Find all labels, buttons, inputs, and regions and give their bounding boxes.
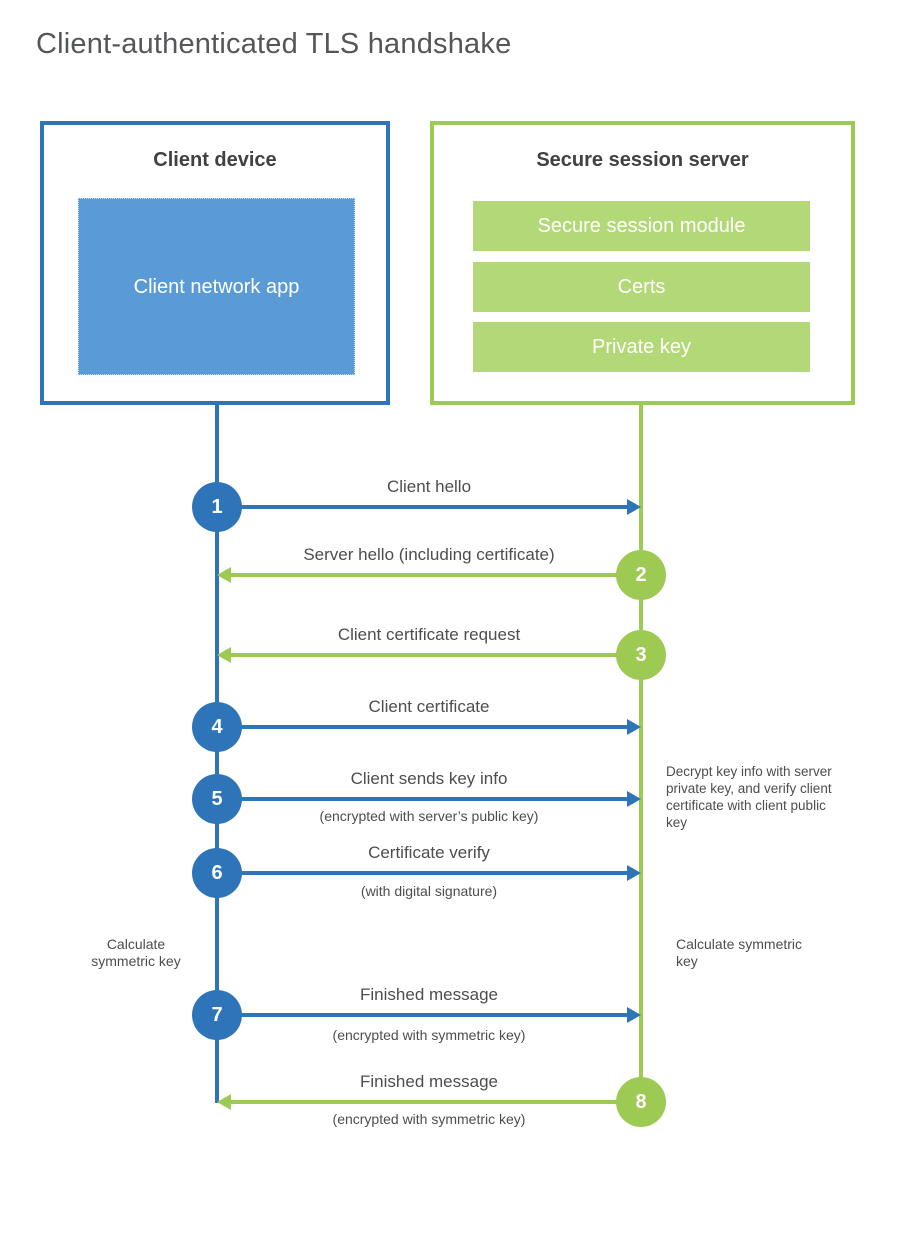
step-number: 7 — [211, 1003, 223, 1026]
message-arrow — [217, 797, 627, 801]
server-module-bar — [473, 201, 810, 251]
calculate-symmetric-key-right: Calculate symmetric key — [676, 936, 803, 969]
message-label: Client sends key info — [350, 769, 508, 788]
message-sublabel: (encrypted with symmetric key) — [332, 1111, 526, 1127]
step-number: 2 — [635, 563, 647, 586]
step-number: 1 — [211, 495, 223, 518]
arrow-head-icon — [217, 647, 231, 663]
arrow-head-icon — [627, 865, 641, 881]
step-number: 3 — [635, 643, 647, 666]
message-label: Finished message — [360, 985, 498, 1004]
message-label: Finished message — [360, 1072, 498, 1091]
server-module-label: Certs — [617, 275, 666, 298]
arrow-head-icon — [217, 1094, 231, 1110]
message-label: Client certificate — [368, 697, 490, 716]
message-sublabel: (with digital signature) — [360, 883, 498, 899]
message-label: Client hello — [386, 477, 472, 496]
server-module-label: Secure session module — [537, 214, 746, 237]
message-label: Client certificate request — [337, 625, 521, 644]
message-arrow — [217, 871, 627, 875]
arrow-head-icon — [627, 499, 641, 515]
decrypt-note: Decrypt key info with server private key, and verify client certificate with client public key — [666, 764, 832, 830]
step-number: 8 — [635, 1090, 647, 1113]
client-network-app-box — [78, 198, 355, 375]
message-arrow — [217, 505, 627, 509]
server-module-bar — [473, 322, 810, 372]
message-label: Certificate verify — [368, 843, 490, 862]
step-number: 4 — [211, 715, 223, 738]
page-title: Client-authenticated TLS handshake — [36, 28, 512, 60]
message-arrow — [217, 1013, 627, 1017]
server-module-label: Private key — [592, 335, 691, 358]
arrow-head-icon — [627, 719, 641, 735]
client-device-title: Client device — [153, 149, 277, 171]
message-sublabel: (encrypted with server’s public key) — [319, 808, 539, 824]
arrow-head-icon — [627, 1007, 641, 1023]
message-sublabel: (encrypted with symmetric key) — [332, 1027, 526, 1043]
message-arrow — [231, 1100, 641, 1104]
step-number: 5 — [211, 787, 223, 810]
message-arrow — [217, 725, 627, 729]
arrow-head-icon — [627, 791, 641, 807]
step-number: 6 — [211, 861, 223, 884]
client-network-app-label: Client network app — [133, 275, 300, 298]
message-arrow — [231, 653, 641, 657]
message-label: Server hello (including certificate) — [303, 545, 555, 564]
arrow-head-icon — [217, 567, 231, 583]
message-arrow — [231, 573, 641, 577]
server-module-bar — [473, 262, 810, 312]
server-title: Secure session server — [536, 149, 749, 171]
calculate-symmetric-key-left: Calculate symmetric key — [91, 936, 181, 969]
